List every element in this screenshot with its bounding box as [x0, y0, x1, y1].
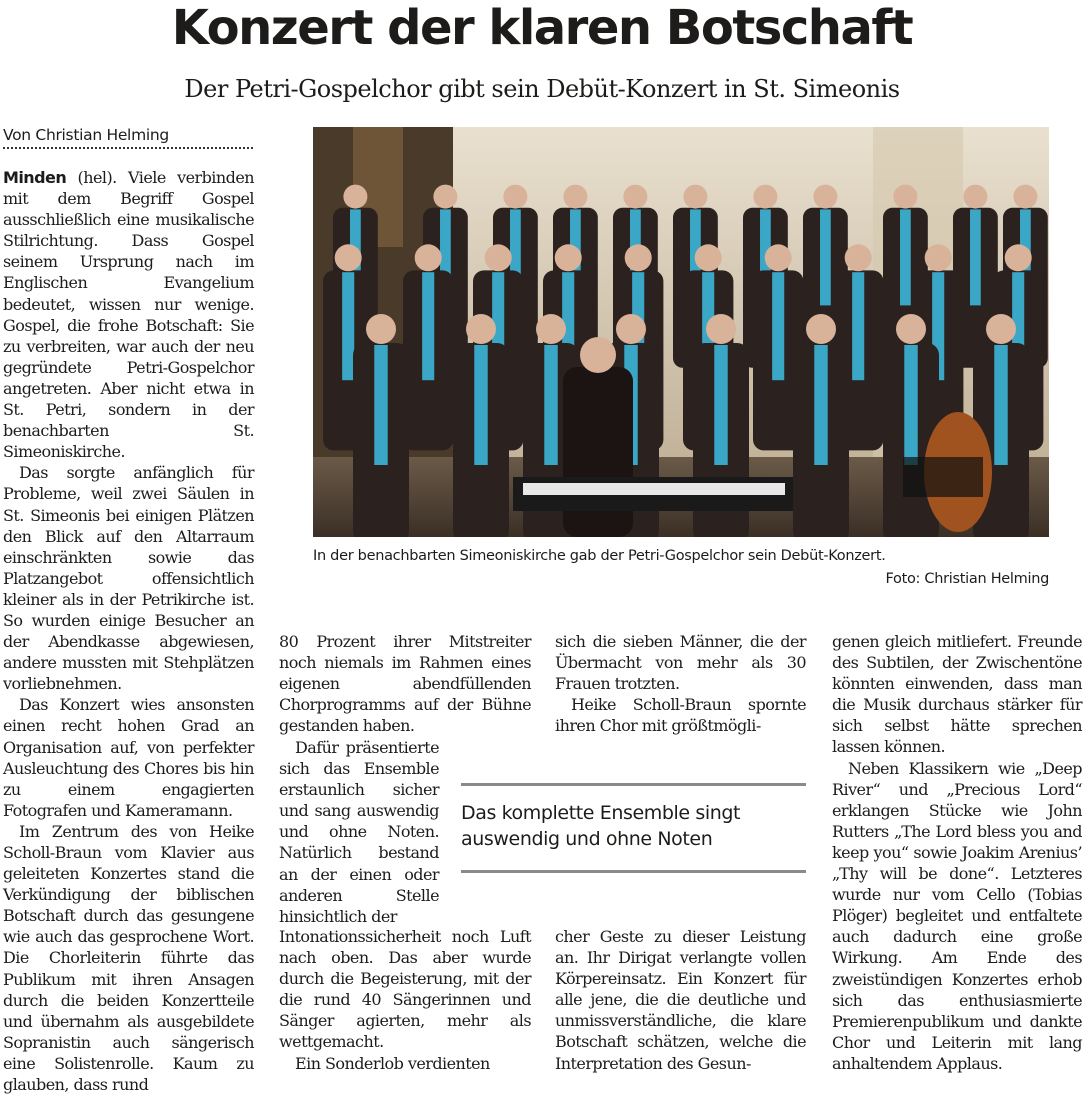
photo-credit: Foto: Christian Helming — [885, 571, 1049, 587]
paragraph-1 — [3, 167, 254, 462]
choir-singer-head — [753, 185, 777, 209]
choir-scarf — [544, 345, 557, 465]
paragraph-5-part-2: Intonationssicherheit noch Luft nach oben. Das aber wurde durch die Begeisterung, mit der die rund 40 Sängerinnen und Sänger agierten, mehr als wettgemacht. — [279, 927, 531, 1052]
headline: Konzert der klaren Botschaft — [171, 0, 913, 56]
choir-singer-head — [1005, 244, 1032, 271]
choir-singer-head — [765, 244, 792, 271]
paragraph-3: Das Konzert wies ansonsten einen recht hohen Grad an Organisation auf, von perfekter Ausleuchtung des Chores bis hin zu einem engagierten Fotografen und Kameramann. — [3, 695, 254, 820]
choir-singer-head — [925, 244, 952, 271]
photo-caption — [313, 545, 1049, 591]
choir-singer-head — [896, 314, 926, 344]
paragraph-5-part-1: Dafür präsentierte sich das Ensemble erstaunlich sicher und sang auswendig und ohne Noten. Natürlich bestand an der einen oder anderen Stelle hinsichtlich der — [279, 738, 439, 926]
choir-singer-head — [706, 314, 736, 344]
choir-photo — [313, 127, 1049, 537]
choir-singer-head — [806, 314, 836, 344]
article-column-1 — [3, 167, 254, 1095]
choir-singer-head — [893, 185, 917, 209]
choir-singer-head — [433, 185, 457, 209]
choir-scarf — [342, 272, 354, 380]
choir-singer-head — [415, 244, 442, 271]
conductor — [563, 367, 633, 537]
paragraph-8: Neben Klassikern wie „Deep River“ und „Precious Lord“ erklangen Stücke wie John Rutters „The Lord bless you and keep you“ sowie Joakim Arenius’ „Thy will be done“. Letzteres wurde nur vom Cello (Tobias Plöger) begleitet und entfaltete auch dadurch eine große Wirkung. Am Ende des zweistündigen Konzertes erhob sich das enthusiasmierte Premierenpublikum und dankte Chor und Leiterin mit lang anhaltendem Applaus. — [832, 758, 1082, 1073]
choir-singer-head — [536, 314, 566, 344]
conductor-head — [580, 337, 616, 373]
choir-singer-head — [695, 244, 722, 271]
choir-photo-illustration — [313, 127, 1049, 537]
subheadline: Der Petri-Gospelchor gibt sein Debüt-Konzert in St. Simeonis — [184, 75, 900, 103]
choir-scarf — [852, 272, 864, 380]
paragraph-7-continued-2: genen gleich mitliefert. Freunde des Subtilen, der Zwischentöne könnten einwenden, dass man die Musik durchaus stärker für sich selbst hätte sprechen lassen können. — [832, 632, 1082, 757]
article-column-3-bottom — [555, 926, 806, 1074]
choir-singer-head — [623, 185, 647, 209]
paragraph-2: Das sorgte anfänglich für Probleme, weil zwei Säulen in St. Simeonis bei einigen Plätzen den Blick auf den Altarraum einschränkten sowie das Platzangebot offensichtlich kleiner als in der Petrikirche ist. So wurden einige Besucher an der Abendkasse abgewiesen, andere mussten mit Stehplätzen vorliebnehmen. — [3, 463, 254, 694]
choir-singer-head — [1013, 185, 1037, 209]
choir-singer-head — [683, 185, 707, 209]
choir-scarf — [900, 209, 911, 305]
choir-singer-head — [986, 314, 1016, 344]
choir-scarf — [904, 345, 917, 465]
caption-text: In der benachbarten Simeoniskirche gab der Petri-Gospelchor sein Debüt-Konzert. — [313, 548, 886, 564]
choir-scarf — [422, 272, 434, 380]
article-column-2-narrow — [279, 737, 439, 927]
choir-singer-head — [616, 314, 646, 344]
choir-singer-head — [845, 244, 872, 271]
paragraph-6: Ein Sonderlob verdienten — [295, 1053, 490, 1073]
choir-singer-head — [563, 185, 587, 209]
choir-singer-head — [485, 244, 512, 271]
paragraph-6-continued: sich die sieben Männer, die der Übermacht von mehr als 30 Frauen trotzten. — [555, 632, 806, 694]
choir-singer-head — [555, 244, 582, 271]
paragraph-7: Heike Scholl-Braun spornte ihren Chor mit größtmögli- — [555, 695, 806, 736]
choir-singer-head — [466, 314, 496, 344]
choir-singer-head — [963, 185, 987, 209]
choir-scarf — [714, 345, 727, 465]
choir-singer-head — [366, 314, 396, 344]
paragraph-4-continued: 80 Prozent ihrer Mitstreiter noch niemals im Rahmen eines eigenen abendfüllenden Chorprogramms auf der Bühne gestanden haben. — [279, 632, 531, 736]
pull-quote-text: Das komplette Ensemble singt auswendig und ohne Noten — [461, 802, 741, 850]
choir-singer-head — [813, 185, 837, 209]
choir-scarf — [820, 209, 831, 305]
choir-scarf — [970, 209, 981, 305]
paragraph-1-text: (hel). Viele verbinden mit dem Begriff Gospel ausschließlich eine musikalische Stilrichtung. Dass Gospel seinem Ursprung nach im Englischen Evangelium bedeutet, wissen nur wenige. Gospel, die frohe Botschaft: Sie zu verbreiten, war auch der neu gegründete Petri-Gospelchor angetreten. Aber nicht etwa in St. Petri, sondern in der benachbarten St. Simeoniskirche. — [3, 168, 254, 462]
paragraph-4: Im Zentrum des von Heike Scholl-Braun vom Klavier aus geleiteten Konzertes stand die Verkündigung der biblischen Botschaft durch das gesungene wie auch das gesprochene Wort. Die Chorleiterin führte das Publikum mit ihren Ansagen durch die beiden Konzertteile und übernahm als ausgebildete Sopranistin auch sängerisch eine Solistenrolle. Kaum zu glauben, dass rund — [3, 821, 254, 1095]
choir-scarf — [994, 345, 1007, 465]
choir-singer-head — [335, 244, 362, 271]
paragraph-7-continued: cher Geste zu dieser Leistung an. Ihr Dirigat verlangte vollen Körpereinsatz. Ein Konzert für alle jene, die die deutliche und unmissverständliche, die klare Botschaft schätzen, welche die Interpretation des Gesun- — [555, 927, 806, 1073]
choir-singer-head — [503, 185, 527, 209]
byline: Von Christian Helming — [3, 124, 253, 149]
article-column-2-bottom — [279, 926, 531, 1074]
article-column-3-top — [555, 631, 806, 736]
choir-scarf — [772, 272, 784, 380]
choir-scarf — [474, 345, 487, 465]
choir-scarf — [374, 345, 387, 465]
choir-singer-head — [625, 244, 652, 271]
dateline: Minden — [3, 168, 67, 187]
pull-quote — [461, 783, 806, 873]
choir-singer-head — [343, 185, 367, 209]
choir-scarf — [814, 345, 827, 465]
article-column-2-top — [279, 631, 531, 736]
article-column-4 — [832, 631, 1082, 1074]
